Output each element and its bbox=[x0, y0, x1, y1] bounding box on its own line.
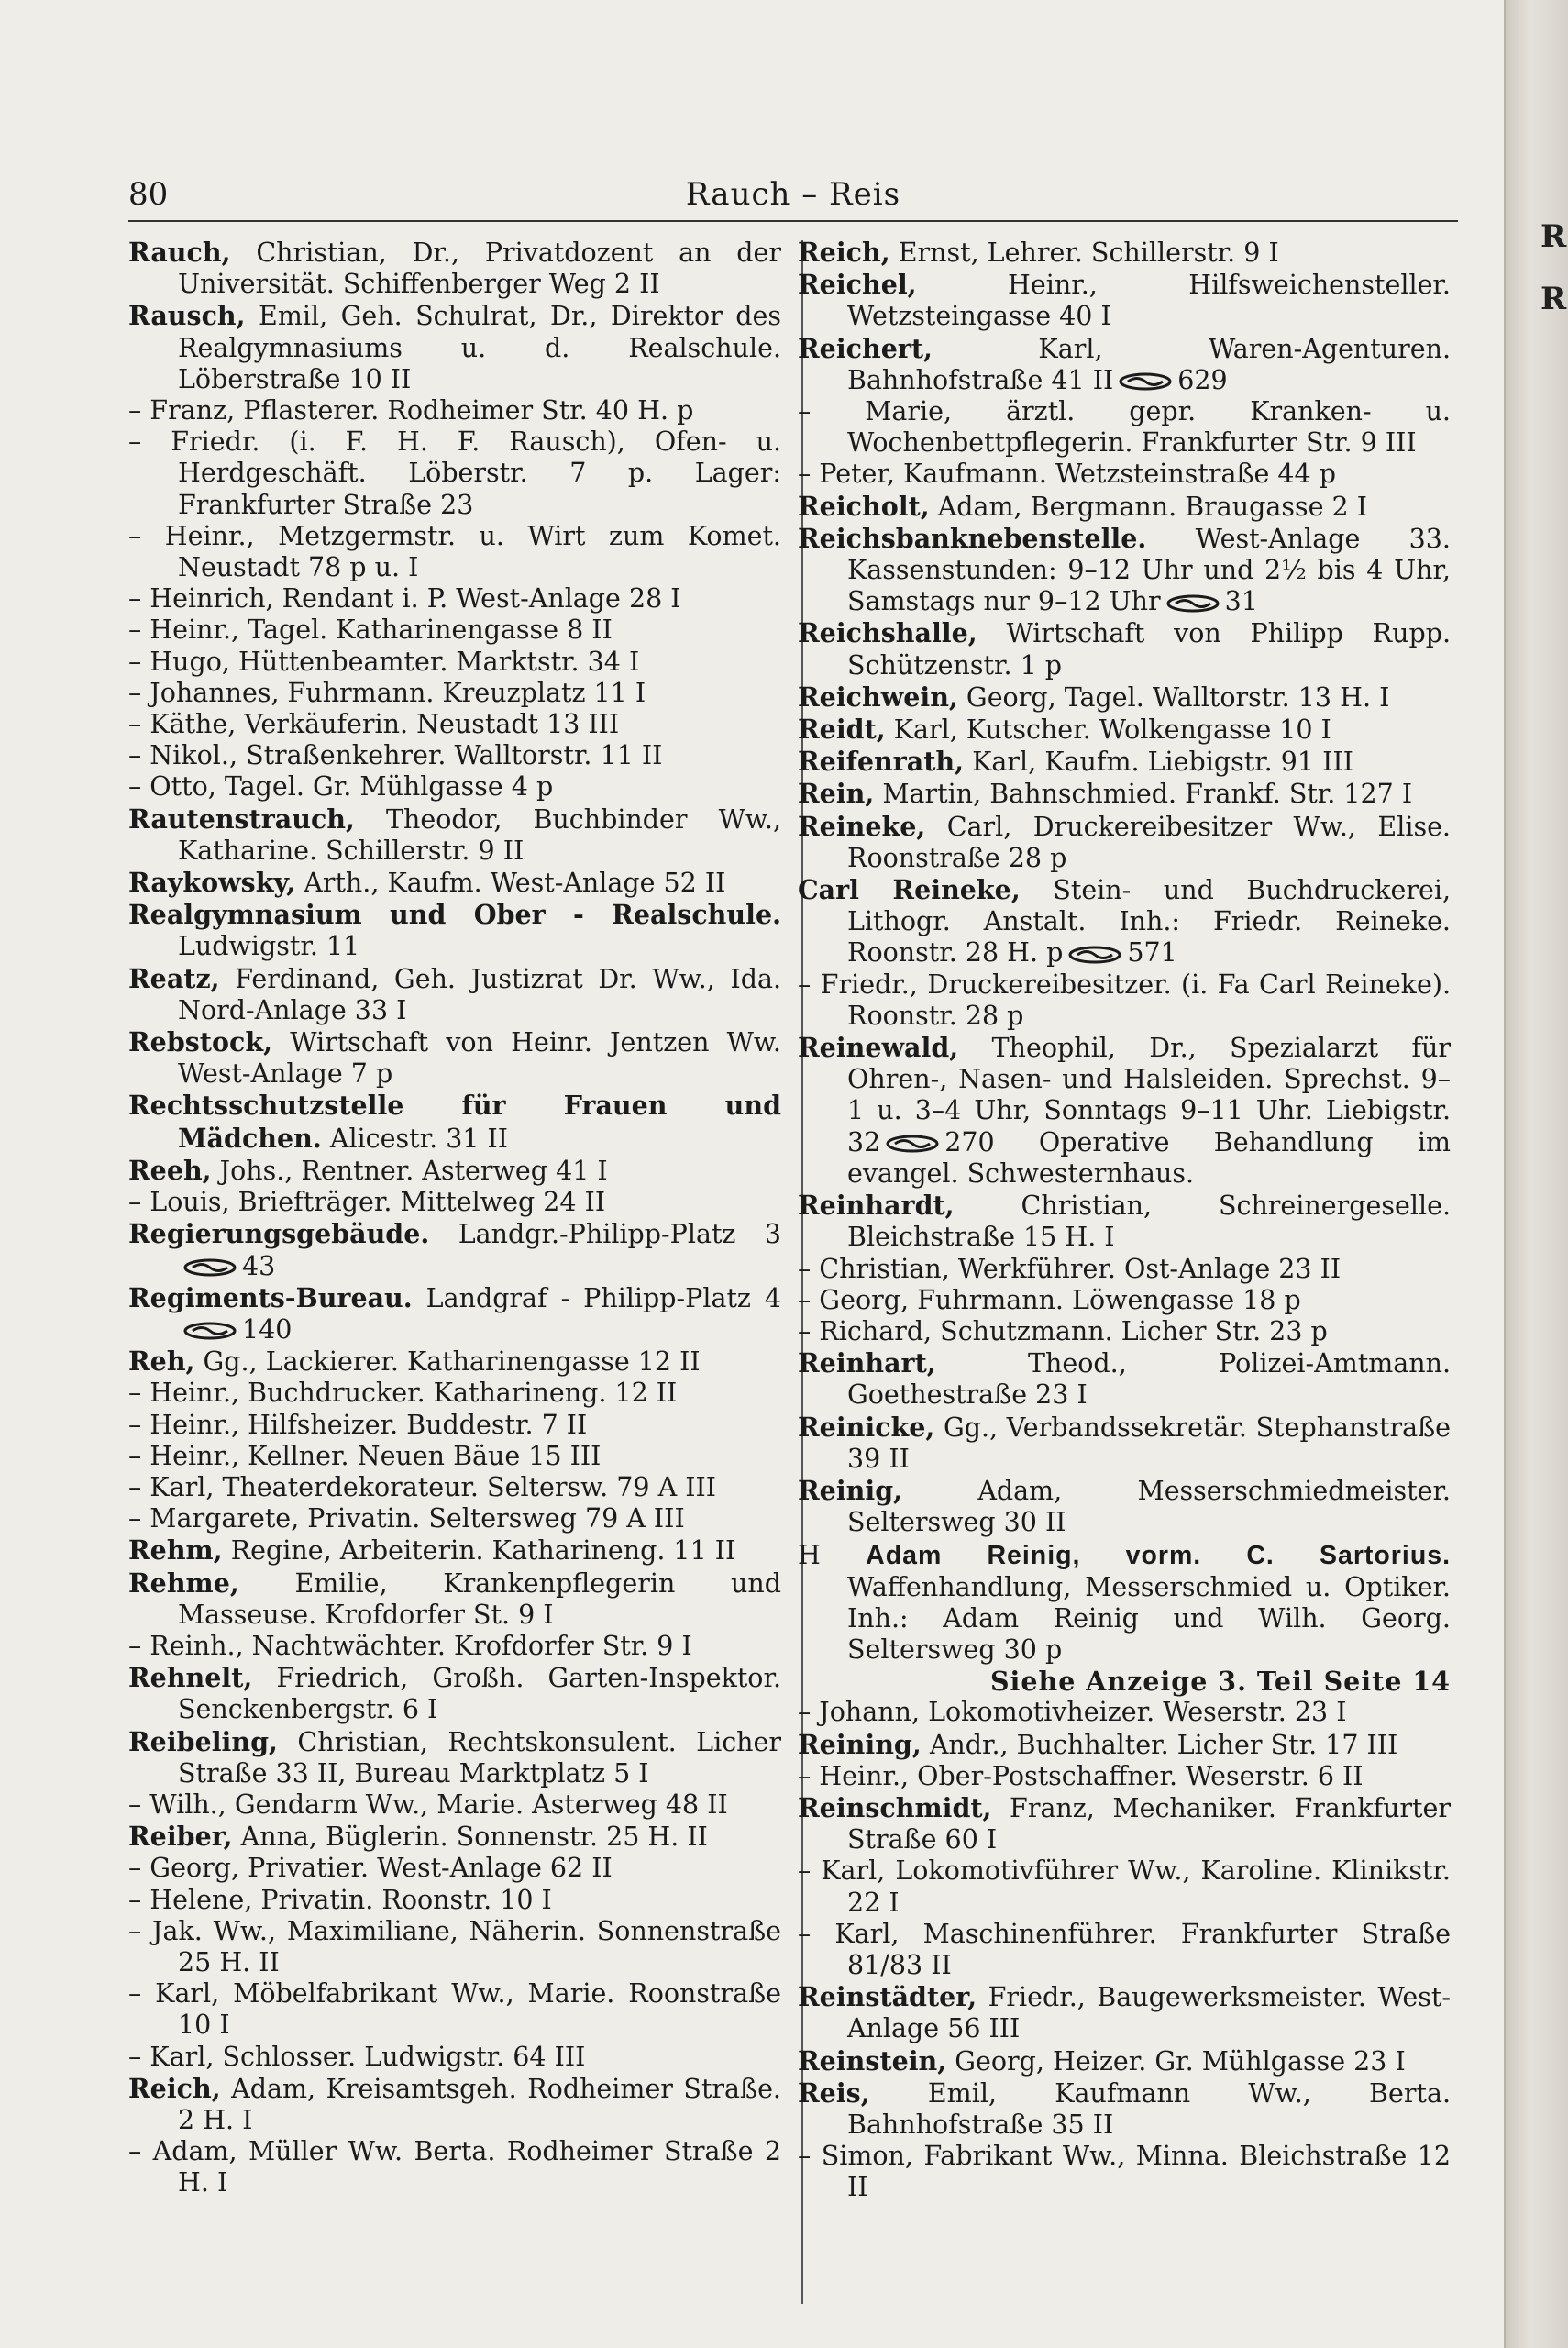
directory-entry bbox=[798, 1697, 1451, 1728]
entry-name: Reinstein, bbox=[798, 2044, 947, 2077]
entry-text: Emilie, Krankenpflegerin und Masseuse. Krofdorfer St. 9 I bbox=[178, 1567, 782, 1630]
entry-name: Rehm, bbox=[128, 1534, 223, 1567]
right-entries bbox=[798, 237, 1451, 1538]
directory-entry bbox=[128, 1346, 781, 1378]
entry-text: Adam, Messerschmiedmeister. Seltersweg 30 II bbox=[847, 1475, 1451, 1538]
entry-text: Karl, Kutscher. Wolkengasse 10 I bbox=[893, 714, 1331, 746]
entry-text: – Marie, ärztl. gepr. Kranken- u. Wochenbettpflegerin. Frankfurter Str. 9 III bbox=[798, 396, 1451, 459]
entry-text: Christian, Schreinergeselle. Bleichstraße 15 H. I bbox=[847, 1191, 1452, 1253]
directory-entry bbox=[128, 803, 781, 867]
entry-text: – Heinr., Ober-Postschaffner. Weserstr. 6 II bbox=[798, 1760, 1364, 1791]
entry-name: Reeh, bbox=[128, 1154, 212, 1186]
directory-entry bbox=[128, 740, 781, 771]
telephone-icon bbox=[886, 1135, 939, 1153]
entry-text: – Adam, Müller Ww. Berta. Rodheimer Straße 2 H. I bbox=[128, 2136, 781, 2198]
entry-name: Rebstock, bbox=[128, 1026, 272, 1058]
directory-entry bbox=[798, 1792, 1451, 1855]
directory-entry bbox=[128, 1662, 781, 1725]
entry-name: Reichert, bbox=[798, 332, 933, 364]
entry-name: Reinstädter, bbox=[798, 1981, 977, 2013]
directory-entry bbox=[128, 1503, 781, 1534]
directory-entry bbox=[128, 1567, 781, 1631]
entry-text: – Heinrich, Rendant i. P. West-Anlage 28 I bbox=[128, 583, 681, 615]
entry-name: Reining, bbox=[798, 1728, 922, 1760]
directory-entry bbox=[128, 426, 781, 521]
entry-text: – Heinr., Metzgermstr. u. Wirt zum Komet. Neustadt 78 p u. I bbox=[128, 520, 781, 583]
entry-text: – Christian, Werkführer. Ost-Anlage 23 II bbox=[798, 1253, 1342, 1284]
directory-entry bbox=[798, 1412, 1451, 1475]
directory-entry bbox=[128, 1472, 781, 1503]
directory-entry bbox=[128, 1821, 781, 1853]
directory-entry bbox=[798, 617, 1451, 681]
entry-text: Friedr., Baugewerksmeister. West-Anlage 56 III bbox=[847, 1982, 1451, 2044]
entry-text: Landgr.-Philipp-Platz 3 bbox=[458, 1219, 781, 1250]
entry-name: Reinhardt, bbox=[798, 1190, 955, 1222]
entry-text: – Heinr., Tagel. Katharinengasse 8 II bbox=[128, 615, 613, 646]
entry-name: Reis, bbox=[798, 2077, 870, 2109]
entry-text: Theophil, Dr., Spezialarzt für Ohren-, Nasen- und Halsleiden. Sprechst. 9–1 u. 3–4 Uhr, Sonntags 9–11 Uhr. Liebigstr. 32 bbox=[847, 1033, 1452, 1157]
entry-name: Reinicke, bbox=[798, 1411, 935, 1443]
directory-entry bbox=[128, 1378, 781, 1409]
directory-entry bbox=[798, 2077, 1451, 2141]
directory-entry bbox=[128, 1026, 781, 1090]
phone-number: 571 bbox=[1127, 937, 1177, 969]
entry-text: – Helene, Privatin. Roonstr. 10 I bbox=[128, 1884, 552, 1915]
entry-text: – Peter, Kaufmann. Wetzsteinstraße 44 p bbox=[798, 459, 1336, 490]
entry-name: Reineke, bbox=[798, 810, 926, 842]
entry-name: Raykowsky, bbox=[128, 867, 296, 899]
entry-text: – Friedr., Druckereibesitzer. (i. Fa Carl Reineke). Roonstr. 28 p bbox=[798, 969, 1451, 1031]
phone-number: 629 bbox=[1177, 364, 1228, 395]
entry-text: Gg., Lackierer. Katharinengasse 12 II bbox=[203, 1346, 701, 1378]
phone-number: 43 bbox=[242, 1250, 276, 1281]
ad-name: Adam Reinig, vorm. C. Sartorius. bbox=[866, 1541, 1451, 1571]
directory-entry bbox=[128, 899, 781, 962]
directory-entry bbox=[798, 1475, 1451, 1538]
entry-text: – Margarete, Privatin. Seltersweg 79 A III bbox=[128, 1503, 685, 1534]
entry-text: – Hugo, Hüttenbeamter. Marktstr. 34 I bbox=[128, 646, 640, 677]
directory-entry bbox=[798, 681, 1451, 714]
entry-name: Realgymnasium und Ober - Realschule. bbox=[128, 899, 781, 931]
next-page-edge bbox=[1504, 0, 1568, 2348]
directory-entry bbox=[128, 300, 781, 395]
entry-text: – Karl, Maschinenführer. Frankfurter Straße 81/83 II bbox=[798, 1918, 1451, 1980]
entry-text: Anna, Büglerin. Sonnenstr. 25 H. II bbox=[240, 1822, 708, 1853]
entry-text: Johs., Rentner. Asterweg 41 I bbox=[219, 1155, 608, 1186]
entry-name: Rauch, bbox=[128, 237, 231, 268]
entry-name: Rechtsschutzstelle für Frauen und Mädchen. bbox=[128, 1090, 781, 1154]
entry-name: Rein, bbox=[798, 778, 875, 810]
entry-name: Rausch, bbox=[128, 300, 246, 332]
entry-text: – Karl, Möbelfabrikant Ww., Marie. Roonstraße 10 I bbox=[128, 1978, 781, 2041]
directory-entry bbox=[128, 395, 781, 426]
entry-text: Stein- und Buchdruckerei, Lithogr. Anstalt. Inh.: Friedr. Reineke. Roonstr. 28 H. p bbox=[847, 875, 1452, 969]
entry-text: – Louis, Briefträger. Mittelweg 24 II bbox=[128, 1187, 606, 1218]
directory-entry bbox=[798, 811, 1451, 874]
directory-entry bbox=[798, 1285, 1451, 1316]
directory-entry bbox=[798, 714, 1451, 746]
entry-name: Reichwein, bbox=[798, 681, 958, 713]
entry-text: Karl, Kaufm. Liebigstr. 91 III bbox=[972, 747, 1353, 778]
entry-name: Reichel, bbox=[798, 269, 917, 301]
entry-text: Landgraf - Philipp-Platz 4 bbox=[425, 1282, 782, 1313]
entry-text: Ferdinand, Geh. Justizrat Dr. Ww., Ida. Nord-Anlage 33 I bbox=[178, 963, 781, 1025]
entry-name: Rautenstrauch, bbox=[128, 803, 355, 835]
entry-name: Reidt, bbox=[798, 714, 886, 746]
directory-entry bbox=[128, 963, 781, 1026]
edge-letter: R bbox=[1540, 281, 1567, 317]
directory-entry bbox=[128, 1726, 781, 1789]
directory-entry bbox=[128, 1090, 781, 1154]
directory-entry bbox=[798, 396, 1451, 459]
entry-name: Reatz, bbox=[128, 962, 220, 994]
directory-entry bbox=[798, 459, 1451, 490]
entry-text: Martin, Bahnschmied. Frankf. Str. 127 I bbox=[882, 779, 1413, 810]
phone-number: 270 bbox=[944, 1126, 995, 1157]
entry-name: Reinewald, bbox=[798, 1032, 959, 1064]
directory-entry bbox=[128, 647, 781, 678]
directory-entry bbox=[798, 269, 1451, 332]
entry-text: – Karl, Schlosser. Ludwigstr. 64 III bbox=[128, 2041, 586, 2072]
entry-text: – Käthe, Verkäuferin. Neustadt 13 III bbox=[128, 709, 620, 740]
entry-text: – Wilh., Gendarm Ww., Marie. Asterweg 48 II bbox=[128, 1789, 728, 1820]
directory-entry bbox=[128, 1155, 781, 1187]
entry-name: Carl Reineke, bbox=[798, 874, 1021, 906]
right-column bbox=[798, 237, 1451, 2204]
entry-text: Andr., Buchhalter. Licher Str. 17 III bbox=[929, 1729, 1398, 1760]
entry-text: – Heinr., Buchdrucker. Katharineng. 12 II bbox=[128, 1378, 678, 1409]
entry-name: Reichsbanknebenstelle. bbox=[798, 522, 1147, 554]
entry-text: – Georg, Fuhrmann. Löwengasse 18 p bbox=[798, 1284, 1301, 1315]
directory-entry bbox=[798, 237, 1451, 269]
entry-text: Christian, Rechtskonsulent. Licher Straße 33 II, Bureau Marktplatz 5 I bbox=[178, 1726, 781, 1789]
directory-entry bbox=[798, 1347, 1451, 1411]
ad-notice: Siehe Anzeige 3. Teil Seite 14 bbox=[989, 1666, 1451, 1698]
running-head: Rauch – Reis bbox=[685, 176, 901, 213]
entry-text: – Otto, Tagel. Gr. Mühlgasse 4 p bbox=[128, 771, 554, 803]
ad-prefix: H bbox=[798, 1540, 821, 1571]
entry-text: Adam, Kreisamtsgeh. Rodheimer Straße. 2 H. I bbox=[178, 2073, 781, 2135]
entry-name: Reifenrath, bbox=[798, 746, 965, 778]
entry-text: Theod., Polizei-Amtmann. Goethestraße 23 I bbox=[847, 1348, 1451, 1411]
entry-name: Rehme, bbox=[128, 1567, 239, 1599]
entry-text: Friedrich, Großh. Garten-Inspektor. Senckenbergstr. 6 I bbox=[178, 1663, 782, 1725]
directory-entry bbox=[128, 1218, 781, 1281]
directory-entry bbox=[798, 746, 1451, 778]
entry-text: – Karl, Lokomotivführer Ww., Karoline. Klinikstr. 22 I bbox=[798, 1855, 1451, 1918]
directory-entry bbox=[798, 969, 1451, 1032]
entry-name: Reich, bbox=[798, 237, 890, 268]
entry-text: Arth., Kaufm. West-Anlage 52 II bbox=[304, 868, 726, 899]
directory-entry bbox=[798, 333, 1451, 396]
directory-entry bbox=[798, 874, 1451, 969]
entry-name: Reichshalle, bbox=[798, 617, 977, 649]
directory-entry bbox=[128, 1885, 781, 1916]
directory-entry bbox=[798, 1761, 1451, 1792]
directory-entry bbox=[128, 678, 781, 709]
telephone-icon bbox=[183, 1258, 237, 1277]
entry-text: – Richard, Schutzmann. Licher Str. 23 p bbox=[798, 1315, 1328, 1346]
directory-entry bbox=[798, 1981, 1451, 2044]
edge-letter: R bbox=[1540, 218, 1567, 255]
entry-text: – Georg, Privatier. West-Anlage 62 II bbox=[128, 1853, 613, 1884]
entry-text: Emil, Geh. Schulrat, Dr., Direktor des Realgymnasiums u. d. Realschule. Löberstraße 10 II bbox=[178, 301, 782, 394]
directory-entry bbox=[128, 237, 781, 300]
directory-entry bbox=[798, 1190, 1451, 1253]
directory-entry bbox=[798, 1316, 1451, 1347]
entry-text: Gg., Verbandssekretär. Stephanstraße 39 II bbox=[847, 1412, 1451, 1474]
telephone-icon bbox=[183, 1322, 237, 1340]
directory-entry bbox=[798, 2045, 1451, 2077]
directory-entry bbox=[128, 1410, 781, 1441]
ad-text: Waffenhandlung, Messerschmied u. Optiker. Inh.: Adam Reinig und Wilh. Georg. Seltersweg 30 p bbox=[847, 1571, 1451, 1665]
entry-text: Karl, Waren-Agenturen. Bahnhofstraße 41 II bbox=[847, 333, 1452, 395]
directory-entry bbox=[798, 778, 1451, 810]
entry-text: – Johannes, Fuhrmann. Kreuzplatz 11 I bbox=[128, 677, 646, 708]
entry-name: Reinig, bbox=[798, 1474, 903, 1506]
directory-entry bbox=[128, 771, 781, 803]
entry-text: Alicestr. 31 II bbox=[329, 1123, 509, 1154]
entry-name: Reibeling, bbox=[128, 1725, 278, 1757]
entry-text: Carl, Druckereibesitzer Ww., Elise. Roonstraße 28 p bbox=[847, 811, 1451, 873]
directory-entry bbox=[128, 521, 781, 583]
entry-text: – Heinr., Kellner. Neuen Bäue 15 III bbox=[128, 1440, 602, 1471]
directory-entry bbox=[128, 1282, 781, 1346]
advertisement-entry bbox=[798, 1540, 1451, 1666]
directory-entry bbox=[128, 1187, 781, 1218]
left-column bbox=[128, 237, 781, 2199]
entry-text: Franz, Mechaniker. Frankfurter Straße 60 I bbox=[847, 1792, 1451, 1855]
entry-text: – Simon, Fabrikant Ww., Minna. Bleichstraße 12 II bbox=[798, 2141, 1451, 2203]
entry-text: Wirtschaft von Heinr. Jentzen Ww. West-Anlage 7 p bbox=[178, 1027, 781, 1090]
directory-entry bbox=[128, 1441, 781, 1472]
directory-entry bbox=[128, 709, 781, 740]
entry-name: Reicholt, bbox=[798, 490, 930, 522]
entry-name: Regierungsgebäude. bbox=[128, 1218, 430, 1250]
entry-text: Georg, Tagel. Walltorstr. 13 H. I bbox=[966, 681, 1390, 713]
entry-name: Regiments-Bureau. bbox=[128, 1281, 413, 1313]
entry-text: Adam, Bergmann. Braugasse 2 I bbox=[937, 491, 1367, 522]
directory-entry bbox=[128, 1853, 781, 1884]
telephone-icon bbox=[1068, 946, 1121, 964]
directory-entry bbox=[128, 867, 781, 899]
entry-text: – Jak. Ww., Maximiliane, Näherin. Sonnenstraße 25 H. II bbox=[128, 1915, 781, 1977]
entry-text: – Karl, Theaterdekorateur. Seltersw. 79 A III bbox=[128, 1471, 716, 1502]
directory-entry bbox=[798, 1919, 1451, 1981]
entry-text: Ernst, Lehrer. Schillerstr. 9 I bbox=[898, 238, 1279, 268]
entry-text: Wirtschaft von Philipp Rupp. Schützenstr. 1 p bbox=[847, 618, 1452, 681]
entry-name: Reiber, bbox=[128, 1821, 233, 1853]
directory-entry bbox=[128, 1534, 781, 1567]
entry-text: Regine, Arbeiterin. Katharineng. 11 II bbox=[230, 1535, 736, 1567]
entry-text: Ludwigstr. 11 bbox=[178, 931, 360, 962]
entry-text: Christian, Dr., Privatdozent an der Universität. Schiffenberger Weg 2 II bbox=[178, 238, 781, 300]
entry-text: Emil, Kaufmann Ww., Berta. Bahnhofstraße 35 II bbox=[847, 2077, 1451, 2140]
entry-name: Rehnelt, bbox=[128, 1662, 253, 1694]
entry-text: – Heinr., Hilfsheizer. Buddestr. 7 II bbox=[128, 1409, 588, 1440]
entry-text: – Reinh., Nachtwächter. Krofdorfer Str. 9 I bbox=[128, 1630, 692, 1661]
entry-text: Heinr., Hilfsweichensteller. Wetzsteingasse 40 I bbox=[847, 270, 1451, 332]
directory-entry bbox=[128, 2136, 781, 2198]
directory-entry bbox=[128, 2042, 781, 2073]
directory-entry bbox=[128, 2073, 781, 2136]
entry-text: – Johann, Lokomotivheizer. Weserstr. 23 I bbox=[798, 1697, 1347, 1728]
directory-entry bbox=[798, 2141, 1451, 2203]
entry-text: Theodor, Buchbinder Ww., Katharine. Schillerstr. 9 II bbox=[178, 803, 782, 866]
directory-entry bbox=[798, 1855, 1451, 1918]
directory-entry bbox=[128, 1916, 781, 1978]
directory-entry bbox=[128, 1789, 781, 1821]
directory-entry bbox=[798, 1254, 1451, 1285]
entry-text: – Friedr. (i. F. H. F. Rausch), Ofen- u. Herdgeschäft. Löberstr. 7 p. Lager: Frankfurter Straße 23 bbox=[128, 426, 781, 520]
page-number: 80 bbox=[128, 176, 169, 213]
entry-name: Reh, bbox=[128, 1346, 195, 1378]
directory-entry bbox=[128, 1631, 781, 1662]
entry-text: West-Anlage 33. Kassenstunden: 9–12 Uhr und 2½ bis 4 Uhr, Samstags nur 9–12 Uhr bbox=[847, 523, 1451, 617]
entry-text: – Nikol., Straßenkehrer. Walltorstr. 11 II bbox=[128, 740, 663, 771]
entry-name: Reinhart, bbox=[798, 1347, 936, 1379]
entry-text: – Franz, Pflasterer. Rodheimer Str. 40 H. p bbox=[128, 395, 694, 426]
telephone-icon bbox=[1119, 372, 1172, 391]
phone-number: 140 bbox=[242, 1313, 293, 1345]
directory-entry bbox=[128, 615, 781, 646]
directory-entry bbox=[128, 583, 781, 615]
right-entries-after-ad bbox=[798, 1697, 1451, 2203]
directory-entry bbox=[798, 491, 1451, 523]
directory-entry bbox=[798, 1032, 1451, 1190]
entry-name: Reinschmidt, bbox=[798, 1791, 992, 1823]
entry-note: Operative Behandlung im evangel. Schwesternhaus. bbox=[847, 1126, 1451, 1189]
directory-entry bbox=[798, 523, 1451, 618]
directory-entry bbox=[798, 1729, 1451, 1761]
phone-number: 31 bbox=[1224, 586, 1258, 617]
page-header bbox=[128, 174, 1458, 222]
telephone-icon bbox=[1166, 594, 1220, 613]
directory-entry bbox=[128, 1978, 781, 2041]
entry-text: Georg, Heizer. Gr. Mühlgasse 23 I bbox=[955, 2045, 1406, 2077]
entry-name: Reich, bbox=[128, 2072, 221, 2104]
